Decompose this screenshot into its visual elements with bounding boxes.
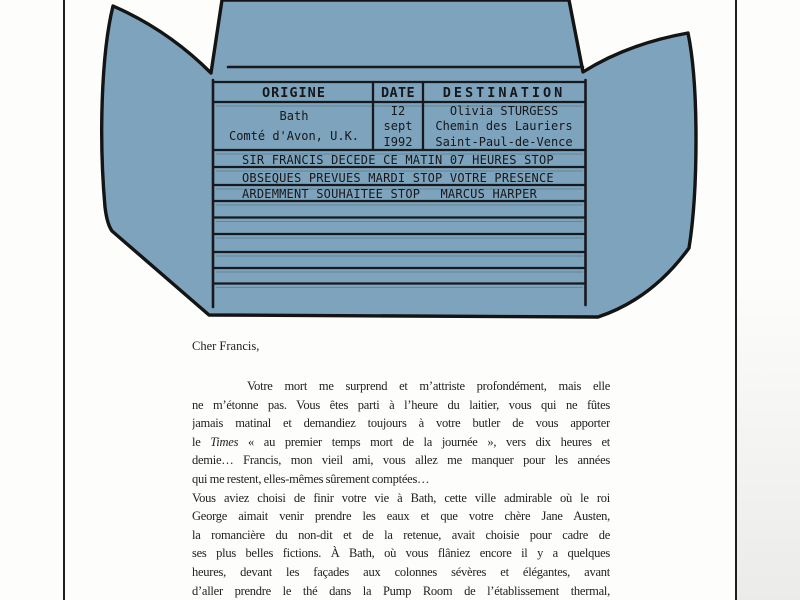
letter-lines — [192, 377, 610, 600]
destination-line: Chemin des Lauriers — [435, 119, 573, 134]
telegram-message-line: OBSEQUES PREVUES MARDI STOP VOTRE PRESENCE — [242, 171, 554, 185]
letter-line: jamais matinal et demandiez toujours à votre butler de vous apporter — [192, 416, 610, 431]
date-cell — [373, 104, 423, 150]
letter-line: George aimait venir prendre les eaux et que votre chère Jane Austen, — [192, 509, 610, 524]
table-header-date: DATE — [380, 85, 416, 101]
telegram-signature: MARCUS HARPER — [440, 187, 537, 201]
letter-line: heures, devant les façades aux colonnes sévères et élégantes, avant — [192, 564, 610, 579]
origin-line: Bath — [279, 109, 309, 123]
destination-line: Olivia STURGESS — [449, 104, 559, 118]
origin-cell — [215, 106, 373, 146]
date-line: I2 — [390, 104, 406, 118]
letter-line: la romancière du non-dit et de la retenue, avait choisie pour cadre de — [192, 527, 610, 542]
letter-line: ne m’étonne pas. Vous êtes parti à l’heure du laitier, vous qui ne fûtes — [192, 397, 610, 412]
destination-cell — [423, 104, 585, 150]
letter-text-block — [192, 333, 610, 600]
telegram-message-line — [242, 187, 537, 201]
table-header-origine: ORIGINE — [262, 85, 326, 101]
letter-line: demie… Francis, mon vieil ami, vous allez me manquer pour les années — [192, 453, 610, 468]
telegram-message-text: ARDEMMENT SOUHAITEE STOP — [242, 187, 421, 201]
letter-line: Vous aviez choisi de finir votre vie à Bath, cette ville admirable où le roi — [192, 490, 610, 505]
letter-line: Votre mort me surprend et m’attriste profondément, mais elle — [247, 379, 610, 393]
letter-line: d’aller prendre le thé dans la Pump Room de l’établissement thermal, — [192, 583, 610, 598]
table-header-destination: DESTINATION — [442, 85, 566, 101]
destination-line: Saint-Paul-de-Vence — [435, 134, 573, 149]
italic-word: Times — [210, 434, 239, 449]
letter-greeting: Cher Francis, — [192, 339, 260, 353]
letter-line: qui me restent, elles-mêmes sûrement comptées… — [192, 471, 430, 486]
date-line: I992 — [383, 134, 413, 149]
letter-line: le Times « au premier temps mort de la journée », vers dix heures et — [192, 434, 610, 449]
telegram-message-line: SIR FRANCIS DECEDE CE MATIN 07 HEURES STOP — [242, 153, 554, 167]
date-line: sept — [383, 119, 413, 134]
letter-line: ses plus belles fictions. À Bath, où vous flâniez encore il y a quelques — [192, 546, 610, 561]
origin-line: Comté d'Avon, U.K. — [228, 129, 360, 143]
